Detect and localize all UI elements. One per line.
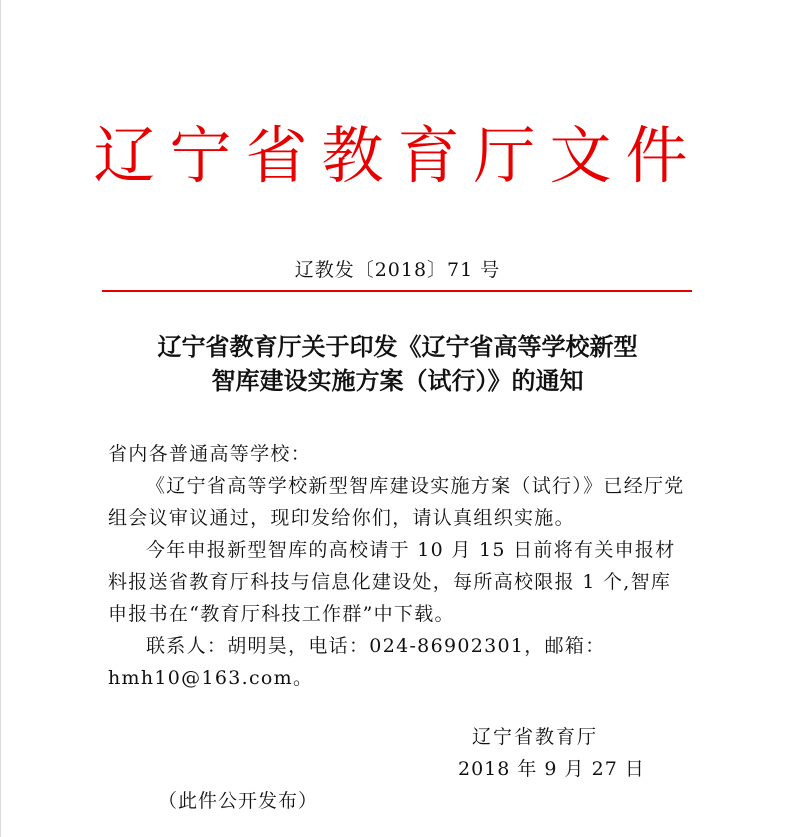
issue-date: 2018 年 9 月 27 日 [458,758,645,780]
salutation: 省内各普通高等学校： [108,443,312,465]
notice-title-line-1: 辽宁省教育厅关于印发《辽宁省高等学校新型 [157,333,638,361]
body-paragraph-1: 《辽宁省高等学校新型智库建设实施方案（试行）》已经厅党组会议审议通过，现印发给你们，请认真组织实施。 [108,475,685,529]
notice-body [108,438,688,694]
body-paragraph-2: 今年申报新型智库的高校请于 10 月 15 日前将有关申报材料报送省教育厅科技与信息化建设处，每所高校限报 1 个,智库申报书在“教育厅科技工作群”中下载。 [108,539,676,625]
public-release-note: （此件公开发布） [158,790,319,812]
red-separator-rule [102,290,692,292]
notice-title-line-2: 智库建设实施方案（试行）》的通知 [211,367,584,395]
contact-info: 联系人：胡明昊，电话：024-86902301，邮箱：hmh10@163.com。 [108,635,606,689]
notice-title [0,330,795,398]
document-number: 辽教发〔2018〕71 号 [294,259,501,281]
red-header-title: 辽宁省教育厅文件 [93,119,702,192]
signer-organization: 辽宁省教育厅 [472,726,599,748]
